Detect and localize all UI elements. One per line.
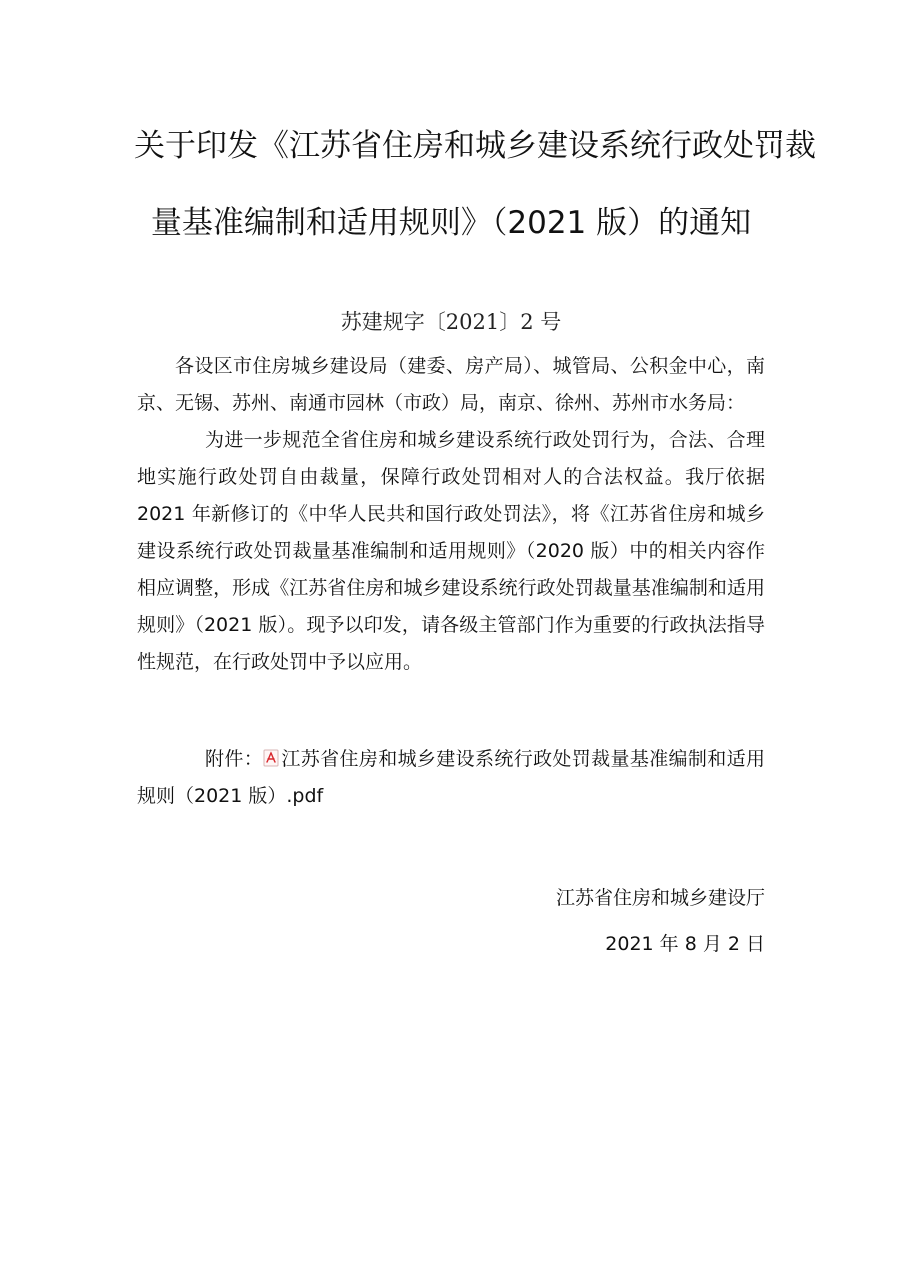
addressee-paragraph: 各设区市住房城乡建设局（建委、房产局）、城管局、公积金中心，南京、无锡、苏州、南通市园林（市政）局，南京、徐州、苏州市水务局： [137,355,765,414]
attachment-label: 附件： [205,748,264,770]
attachment-line [137,741,765,815]
pdf-icon[interactable] [263,743,279,761]
attachment-link[interactable]: 江苏省住房和城乡建设系统行政处罚裁量基准编制和适用规则（2021 版）.pdf [137,748,765,807]
title-line-2: 量基准编制和适用规则》（2021 版）的通知 [150,205,752,241]
issue-date: 2021 年 8 月 2 日 [605,933,765,955]
title-line-1: 关于印发《江苏省住房和城乡建设系统行政处罚裁 [134,128,816,164]
document-number: 苏建规字〔2021〕2 号 [340,310,562,334]
main-paragraph: 为进一步规范全省住房和城乡建设系统行政处罚行为，合法、合理地实施行政处罚自由裁量，保障行政处罚相对人的合法权益。我厅依据 2021 年新修订的《中华人民共和国行政处罚法》，将《江苏省住房和城乡建设系统行政处罚裁量基准编制和适用规则》（2020 版）中的相关内容作相应调整，形成《江苏省住房和城乡建设系统行政处罚裁量基准编制和适用规则》（2021 版）。现予以印发，请各级主管部门作为重要的行政执法指导性规范，在行政处罚中予以应用。 [137,429,765,673]
signature-block [137,875,765,967]
document-content [134,125,816,967]
document-title [134,125,816,244]
issuer-name: 江苏省住房和城乡建设厅 [555,887,765,909]
